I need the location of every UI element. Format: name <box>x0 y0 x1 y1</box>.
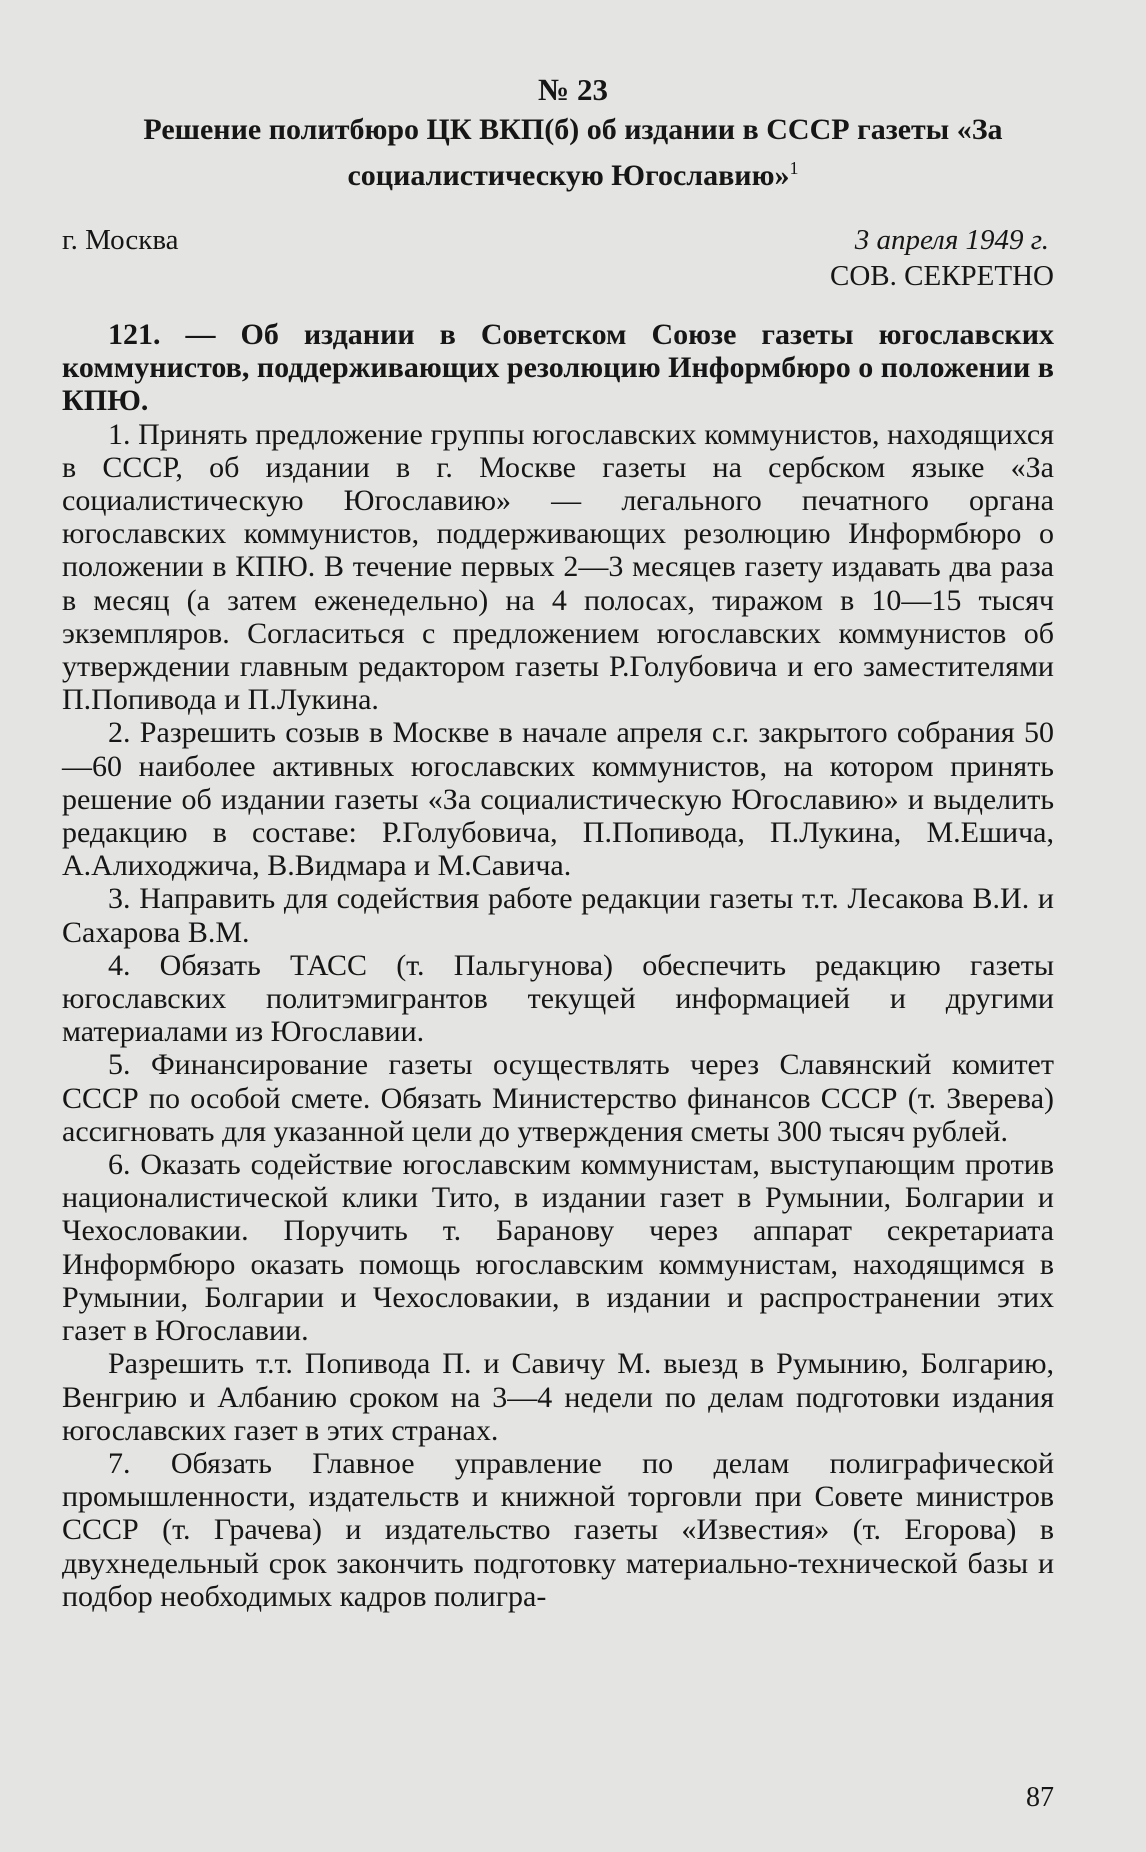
paragraph-2: 2. Разрешить созыв в Москве в начале апреля с.г. закрытого собрания 50—60 наиболее активных югославских коммунистов, на котором принять решение об издании газеты «За социалистическую Югославию» и выделить редакцию в составе: Р.Голубовича, П.Попивода, П.Лукина, М.Ешича, А.Алиходжича, В.Видмара и М.Савича. <box>62 716 1054 883</box>
paragraph-6: 6. Оказать содействие югославским коммунистам, выступающим против националистической клики Тито, в издании газет в Румынии, Болгарии и Чехословакии. Поручить т. Баранову через аппарат секретариата Информбюро оказать помощь югославским коммунистам, находящимся в Румынии, Болгарии и Чехословакии, в издании и распространении этих газет в Югославии. <box>62 1148 1054 1348</box>
paragraph-1: 1. Принять предложение группы югославских коммунистов, находящихся в СССР, об издании в г. Москве газеты на сербском языке «За социалистическую Югославию» — легального печатного органа югославских коммунистов, поддерживающих резолюцию Информбюро о положении в КПЮ. В течение первых 2—3 месяцев газету издавать два раза в месяц (а затем еженедельно) на 4 полосах, тиражом в 10—15 тысяч экземпляров. Согласиться с предложением югославских коммунистов об утверждении главным редактором газеты Р.Голубовича и его заместителями П.Попивода и П.Лукина. <box>62 417 1054 717</box>
document-title-text: Решение политбюро ЦК ВКП(б) об издании в СССР газеты «За социалистическую Югославию» <box>143 113 1003 192</box>
document-date: 3 апреля 1949 г. <box>854 224 1049 256</box>
paragraph-5: 5. Финансирование газеты осуществлять через Славянский комитет СССР по особой смете. Обязать Министерство финансов СССР (т. Зверева) ассигновать для указанной цели до утверждения сметы 300 тысяч рублей. <box>62 1048 1054 1148</box>
classification-stamp: СОВ. СЕКРЕТНО <box>830 260 1054 292</box>
paragraph-7: 7. Обязать Главное управление по делам полиграфической промышленности, издательств и книжной торговли при Совете министров СССР (т. Грачева) и издательство газеты «Известия» (т. Егорова) в двухнедельный срок закончить подготовку материально-технической базы и подбор необходимых кадров полигра- <box>62 1446 1054 1613</box>
page-number: 87 <box>1026 1782 1054 1813</box>
document-title <box>60 110 1086 195</box>
footnote-marker: 1 <box>789 158 799 178</box>
document-body <box>62 318 1054 1613</box>
document-place: г. Москва <box>62 224 179 256</box>
resolution-heading: 121. — Об издании в Советском Союзе газеты югославских коммунистов, поддерживающих резолюцию Информбюро о положении в КПЮ. <box>62 318 1055 418</box>
document-number: № 23 <box>538 72 608 107</box>
paragraph-4: 4. Обязать ТАСС (т. Пальгунова) обеспечить редакцию газеты югославских политэмигрантов текущей информацией и другими материалами из Югославии. <box>62 948 1054 1049</box>
paragraph-6-continued: Разрешить т.т. Попивода П. и Савичу М. выезд в Румынию, Болгарию, Венгрию и Албанию сроком на 3—4 недели по делам подготовки издания югославских газет в этих странах. <box>62 1347 1054 1447</box>
paragraph-3: 3. Направить для содействия работе редакции газеты т.т. Лесакова В.И. и Сахарова В.М. <box>62 882 1054 949</box>
